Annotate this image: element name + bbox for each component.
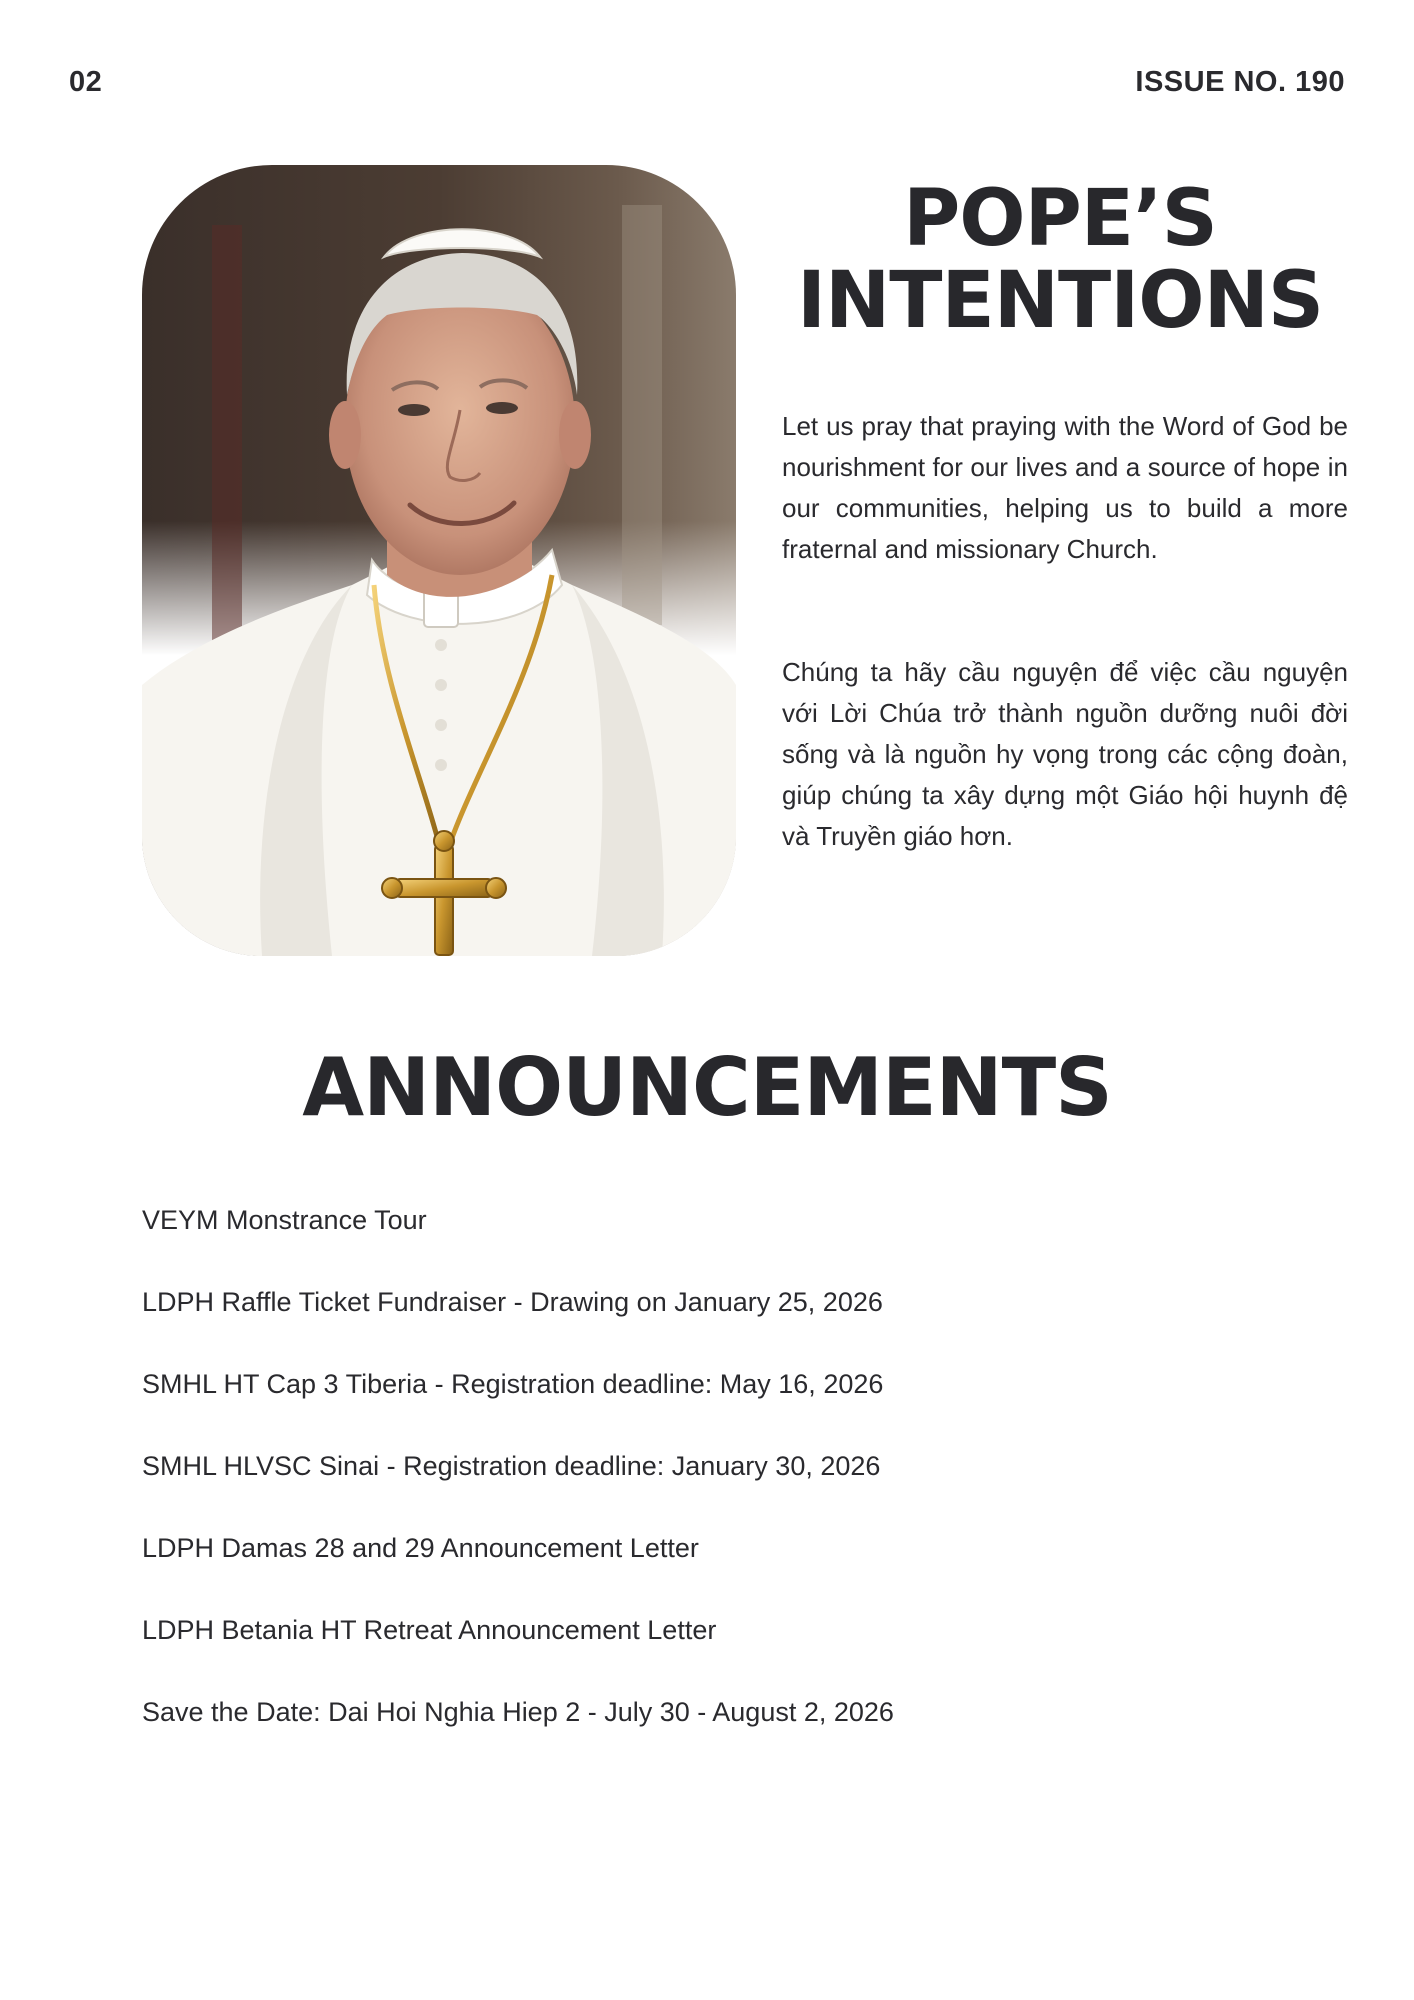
intention-english-text: Let us pray that praying with the Word of God be nourishment for our lives and a source of hope in our communities, helping us to build a more fraternal and missionary Church.: [782, 411, 1348, 564]
title-line-2: INTENTIONS: [796, 256, 1324, 346]
announcement-item[interactable]: LDPH Betania HT Retreat Announcement Letter: [142, 1615, 717, 1645]
announcement-item[interactable]: LDPH Raffle Ticket Fundraiser - Drawing on January 25, 2026: [142, 1287, 883, 1317]
intention-vietnamese-text: Chúng ta hãy cầu nguyện để việc cầu nguyện với Lời Chúa trở thành nguồn dưỡng nuôi đời sống và là nguồn hy vọng trong các cộng đoàn, giúp chúng ta xây dựng một Giáo hội huynh đệ và Truyền giáo hơn.: [782, 657, 1348, 851]
announcement-item[interactable]: SMHL HLVSC Sinai - Registration deadline: January 30, 2026: [142, 1451, 881, 1481]
issue-number: ISSUE NO. 190: [1135, 66, 1345, 98]
page-number: 02: [69, 66, 103, 98]
popes-intentions-title: [790, 174, 1330, 346]
pope-portrait-photo: [142, 165, 736, 956]
announcement-item[interactable]: LDPH Damas 28 and 29 Announcement Letter: [142, 1533, 699, 1563]
title-line-1: POPE’S: [903, 174, 1217, 264]
announcement-item[interactable]: VEYM Monstrance Tour: [142, 1205, 427, 1235]
announcement-item[interactable]: SMHL HT Cap 3 Tiberia - Registration deadline: May 16, 2026: [142, 1369, 884, 1399]
announcements-title: ANNOUNCEMENTS: [302, 1041, 1112, 1134]
announcement-item[interactable]: Save the Date: Dai Hoi Nghia Hiep 2 - July 30 - August 2, 2026: [142, 1697, 894, 1727]
announcement-list: [142, 1200, 894, 1774]
